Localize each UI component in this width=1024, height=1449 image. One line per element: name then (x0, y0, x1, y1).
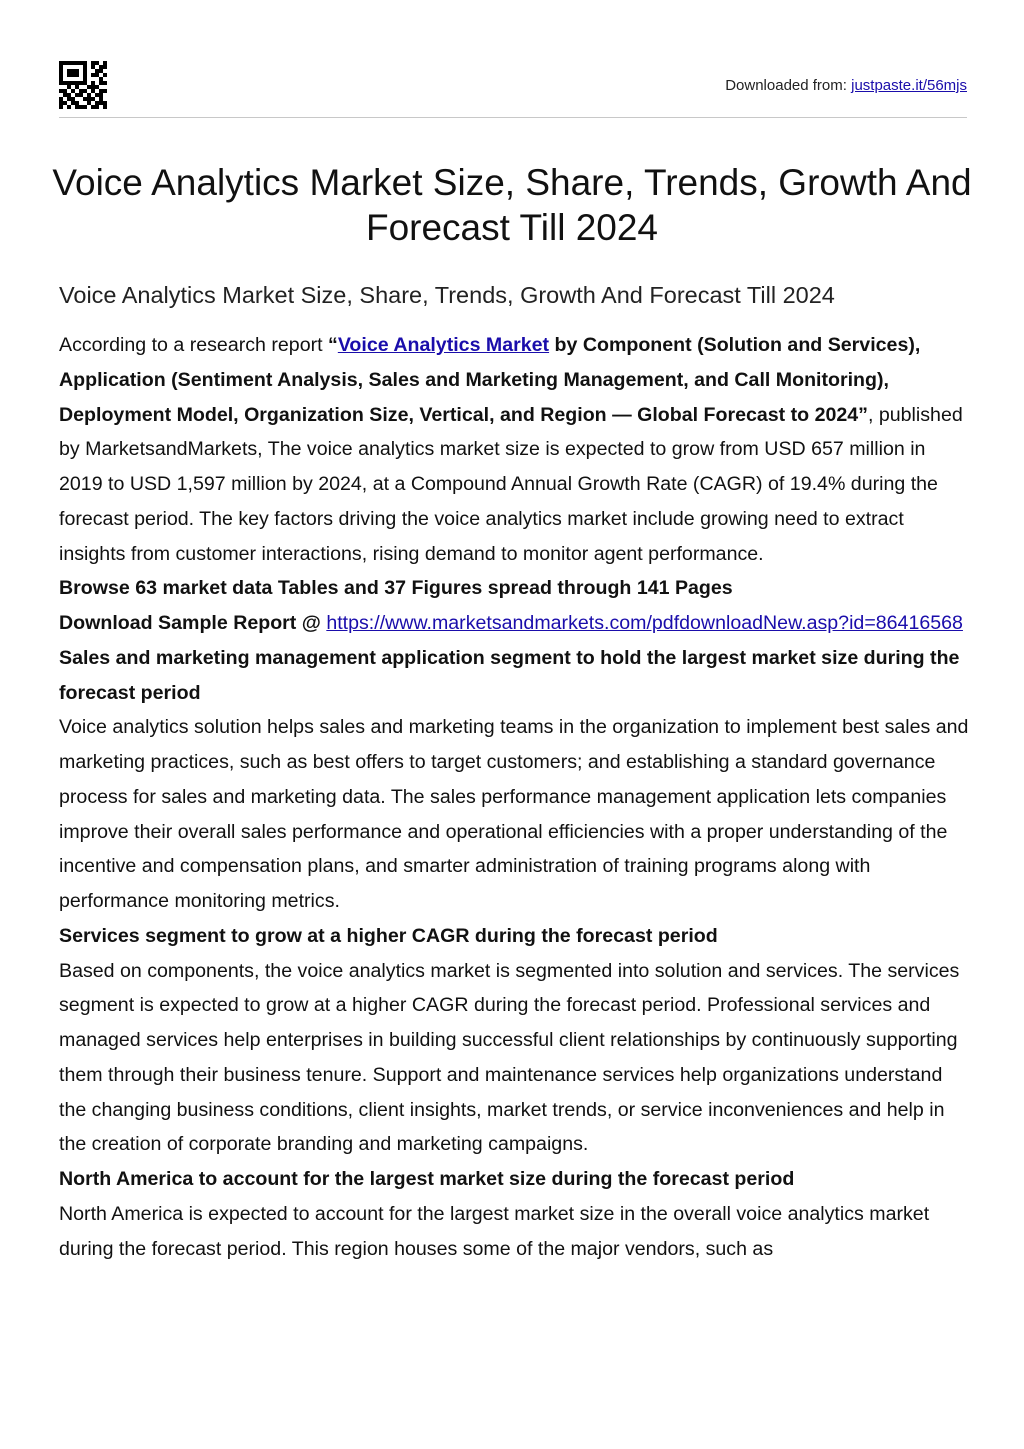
download-source (725, 77, 967, 94)
section-text: Voice analytics solution helps sales and marketing teams in the organization to implement best sales and marketing practices, such as best offers to target customers; and establishing a standard governance process for sales and marketing data. The sales performance management application lets companies improve their overall sales performance and operational efficiencies with a proper understanding of the incentive and compensation plans, and smarter administration of training programs along with performance monitoring metrics. (59, 716, 969, 912)
section-heading: Sales and marketing management application segment to hold the largest market size during the forecast period (59, 646, 960, 704)
document-subtitle: Voice Analytics Market Size, Share, Trends, Growth And Forecast Till 2024 (59, 282, 835, 308)
intro-text: , published by MarketsandMarkets, The voice analytics market size is expected to grow from USD 657 million in 2019 to USD 1,597 million by 2024, at a Compound Annual Growth Rate (CAGR) of 19.4% during the forecast period. The key factors driving the voice analytics market include growing need to extract insights from customer interactions, rising demand to monitor agent performance. (59, 403, 963, 565)
sample-report-link[interactable]: https://www.marketsandmarkets.com/pdfdownloadNew.asp?id=86416568 (326, 612, 963, 634)
qr-code-icon (59, 61, 107, 109)
intro-lead: According to a research report (59, 334, 329, 356)
section-text: North America is expected to account for the largest market size in the overall voice analytics market during the forecast period. This region houses some of the major vendors, such as (59, 1202, 930, 1260)
sample-label: Download Sample Report @ (59, 612, 327, 634)
section-text: Based on components, the voice analytics market is segmented into solution and services. The services segment is expected to grow at a higher CAGR during the forecast period. Professional services and managed services help enterprises in building successful client relationships by continuously supporting them through their business tenure. Support and maintenance services help organizations understand the changing business conditions, client insights, market trends, or service inconveniences and help in the creation of corporate branding and marketing campaigns. (59, 959, 960, 1156)
intro-paragraph (59, 328, 969, 571)
intro-quote-open: “ (328, 334, 338, 356)
section-heading: North America to account for the largest market size during the forecast period (59, 1168, 795, 1190)
market-report-link[interactable]: Voice Analytics Market (337, 334, 550, 356)
sample-line (59, 606, 969, 641)
intro-report-title: by Component (Solution and Services), Application (Sentiment Analysis, Sales and Marketing Management, and Call Monitoring), Deployment Model, Organization Size, Vertical, and Region — Global Forecast to 2024” (59, 334, 921, 426)
download-link[interactable]: justpaste.it/56mjs (851, 77, 967, 94)
page-header (59, 61, 967, 118)
browse-line: Browse 63 market data Tables and 37 Figures spread through 141 Pages (59, 577, 733, 600)
download-prefix: Downloaded from: (725, 77, 852, 94)
document-body (59, 328, 969, 1266)
document-title: Voice Analytics Market Size, Share, Trends, Growth And Forecast Till 2024 (52, 162, 972, 248)
section-heading: Services segment to grow at a higher CAGR during the forecast period (59, 924, 718, 947)
